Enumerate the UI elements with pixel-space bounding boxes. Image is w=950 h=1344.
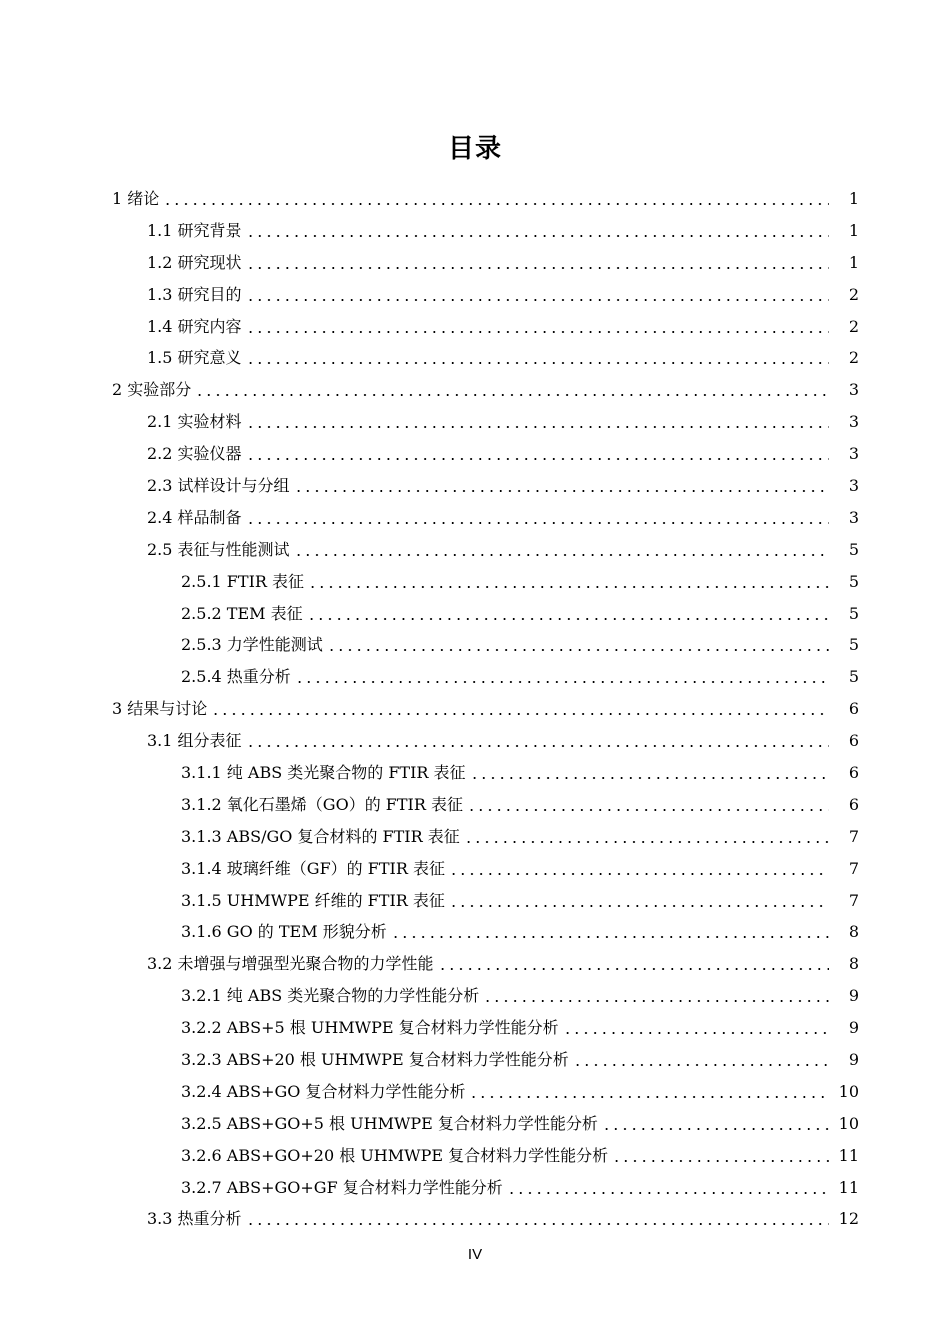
toc-entry[interactable] [0, 534, 950, 566]
toc-entry-page-number: 10 [838, 1113, 859, 1133]
toc-entry[interactable] [0, 885, 950, 917]
toc-entry-label: 3.2 未增强与增强型光聚合物的力学性能 [147, 954, 434, 974]
toc-entry-label: 3.2.5 ABS+GO+5 根 UHMWPE 复合材料力学性能分析 [181, 1113, 598, 1133]
toc-entry-page-number: 9 [848, 1018, 859, 1038]
dot-leader [246, 267, 829, 269]
toc-entry-page-number: 11 [838, 1145, 859, 1165]
toc-entry-page-number: 6 [848, 794, 859, 814]
dot-leader [307, 618, 829, 620]
dot-leader [295, 681, 829, 683]
dot-leader [470, 777, 829, 779]
toc-entry[interactable] [0, 980, 950, 1012]
page-title: 目录 [447, 134, 502, 165]
dot-leader [246, 362, 829, 364]
toc-entry-label: 2.5.4 热重分析 [181, 667, 291, 687]
toc-entry[interactable] [0, 342, 950, 374]
toc-entry-label: 2.5.2 TEM 表征 [181, 603, 303, 623]
dot-leader [483, 1000, 829, 1002]
dot-leader [469, 1096, 829, 1098]
toc-entry[interactable] [0, 1108, 950, 1140]
toc-entry-label: 2.3 试样设计与分组 [147, 475, 290, 495]
dot-leader [438, 968, 829, 970]
toc-entry-page-number: 1 [848, 188, 859, 208]
toc-entry-label: 3.2.4 ABS+GO 复合材料力学性能分析 [181, 1081, 466, 1101]
dot-leader [467, 809, 829, 811]
toc-entry-page-number: 5 [848, 603, 859, 623]
toc-entry-page-number: 3 [848, 507, 859, 527]
toc-entry-page-number: 10 [838, 1081, 859, 1101]
toc-entry-label: 3.1.6 GO 的 TEM 形貌分析 [181, 922, 387, 942]
dot-leader [573, 1064, 829, 1066]
toc-entry[interactable] [0, 853, 950, 885]
toc-entry-label: 3.2.2 ABS+5 根 UHMWPE 复合材料力学性能分析 [181, 1018, 559, 1038]
toc-entry-page-number: 7 [848, 858, 859, 878]
toc-entry[interactable] [0, 502, 950, 534]
toc-entry-page-number: 1 [848, 252, 859, 272]
toc-entry-page-number: 7 [848, 890, 859, 910]
toc-entry-label: 2.5.3 力学性能测试 [181, 635, 323, 655]
toc-entry-label: 3.1.3 ABS/GO 复合材料的 FTIR 表征 [181, 826, 460, 846]
toc-entry[interactable] [0, 789, 950, 821]
toc-entry[interactable] [0, 916, 950, 948]
toc-entry[interactable] [0, 948, 950, 980]
toc-entry-page-number: 8 [848, 922, 859, 942]
toc-entry[interactable] [0, 725, 950, 757]
toc-entry-label: 3.2.3 ABS+20 根 UHMWPE 复合材料力学性能分析 [181, 1049, 569, 1069]
toc-entry[interactable] [0, 215, 950, 247]
toc-entry-label: 1.3 研究目的 [147, 284, 242, 304]
dot-leader [246, 745, 829, 747]
toc-entry[interactable] [0, 247, 950, 279]
toc-entry-page-number: 5 [848, 571, 859, 591]
toc-entry[interactable] [0, 406, 950, 438]
toc-entry[interactable] [0, 438, 950, 470]
dot-leader [246, 331, 829, 333]
toc-entry-page-number: 5 [848, 539, 859, 559]
toc-entry-label: 3.3 热重分析 [147, 1209, 242, 1229]
toc-entry[interactable] [0, 470, 950, 502]
toc-entry-page-number: 11 [838, 1177, 859, 1197]
toc-entry[interactable] [0, 566, 950, 598]
toc-entry-label: 2.2 实验仪器 [147, 444, 242, 464]
toc-entry-page-number: 6 [848, 762, 859, 782]
toc-entry-page-number: 2 [848, 348, 859, 368]
toc-entry-label: 3.2.1 纯 ABS 类光聚合物的力学性能分析 [181, 986, 480, 1006]
toc-entry[interactable] [0, 1044, 950, 1076]
toc-entry-page-number: 6 [848, 699, 859, 719]
dot-leader [464, 841, 829, 843]
dot-leader [308, 586, 829, 588]
toc-entry-label: 1.5 研究意义 [147, 348, 242, 368]
dot-leader [294, 490, 829, 492]
toc-entry[interactable] [0, 374, 950, 406]
toc-entry[interactable] [0, 1204, 950, 1236]
toc-entry[interactable] [0, 757, 950, 789]
dot-leader [612, 1160, 829, 1162]
dot-leader [246, 522, 829, 524]
toc-entry-page-number: 3 [848, 444, 859, 464]
toc-entry-label: 2.4 样品制备 [147, 507, 242, 527]
dot-leader [563, 1032, 829, 1034]
toc-entry-label: 3.1 组分表征 [147, 731, 242, 751]
dot-leader [211, 713, 829, 715]
toc-entry-page-number: 9 [848, 1049, 859, 1069]
toc-entry-page-number: 6 [848, 731, 859, 751]
dot-leader [246, 458, 829, 460]
toc-entry-label: 2.5 表征与性能测试 [147, 539, 290, 559]
dot-leader [246, 1223, 829, 1225]
toc-entry[interactable] [0, 1140, 950, 1172]
toc-entry-label: 3.2.6 ABS+GO+20 根 UHMWPE 复合材料力学性能分析 [181, 1145, 609, 1165]
toc-entry-label: 1.1 研究背景 [147, 220, 242, 240]
toc-entry-page-number: 5 [848, 635, 859, 655]
toc-entry-label: 3 结果与讨论 [112, 699, 208, 719]
toc-entry[interactable] [0, 183, 950, 215]
toc-entry[interactable] [0, 661, 950, 693]
toc-entry[interactable] [0, 693, 950, 725]
toc-entry-label: 3.2.7 ABS+GO+GF 复合材料力学性能分析 [181, 1177, 503, 1197]
toc-entry-label: 1 绪论 [112, 188, 160, 208]
toc-entry[interactable] [0, 311, 950, 343]
toc-entry-label: 2.5.1 FTIR 表征 [181, 571, 305, 591]
toc-entry-label: 2 实验部分 [112, 380, 192, 400]
toc-entry[interactable] [0, 629, 950, 661]
toc-entry-page-number: 1 [848, 220, 859, 240]
toc-entry[interactable] [0, 1012, 950, 1044]
toc-entry[interactable] [0, 279, 950, 311]
dot-leader [246, 235, 829, 237]
toc-entry-label: 3.1.2 氧化石墨烯（GO）的 FTIR 表征 [181, 794, 464, 814]
toc-entry-page-number: 7 [848, 826, 859, 846]
toc-entry[interactable] [0, 1076, 950, 1108]
toc-entry[interactable] [0, 821, 950, 853]
toc-entry-label: 3.1.4 玻璃纤维（GF）的 FTIR 表征 [181, 858, 445, 878]
dot-leader [246, 299, 829, 301]
toc-entry-label: 3.1.5 UHMWPE 纤维的 FTIR 表征 [181, 890, 445, 910]
dot-leader [246, 426, 829, 428]
toc-entry-page-number: 8 [848, 954, 859, 974]
dot-leader [449, 905, 829, 907]
dot-leader [449, 873, 829, 875]
dot-leader [163, 203, 829, 205]
toc-entry-page-number: 9 [848, 986, 859, 1006]
toc-entry[interactable] [0, 598, 950, 630]
toc-entry-label: 3.1.1 纯 ABS 类光聚合物的 FTIR 表征 [181, 762, 466, 782]
table-of-contents [0, 183, 950, 1235]
dot-leader [327, 649, 829, 651]
toc-entry-page-number: 2 [848, 316, 859, 336]
toc-entry-label: 1.2 研究现状 [147, 252, 242, 272]
dot-leader [391, 936, 829, 938]
toc-entry-page-number: 12 [838, 1209, 859, 1229]
toc-entry-label: 1.4 研究内容 [147, 316, 242, 336]
toc-entry-page-number: 3 [848, 380, 859, 400]
toc-entry-page-number: 3 [848, 475, 859, 495]
dot-leader [294, 554, 829, 556]
footer-page-number: IV [467, 1246, 483, 1263]
toc-entry-label: 2.1 实验材料 [147, 412, 242, 432]
dot-leader [507, 1192, 829, 1194]
dot-leader [602, 1128, 829, 1130]
toc-entry[interactable] [0, 1172, 950, 1204]
toc-entry-page-number: 2 [848, 284, 859, 304]
toc-entry-page-number: 5 [848, 667, 859, 687]
toc-entry-page-number: 3 [848, 412, 859, 432]
dot-leader [195, 394, 829, 396]
